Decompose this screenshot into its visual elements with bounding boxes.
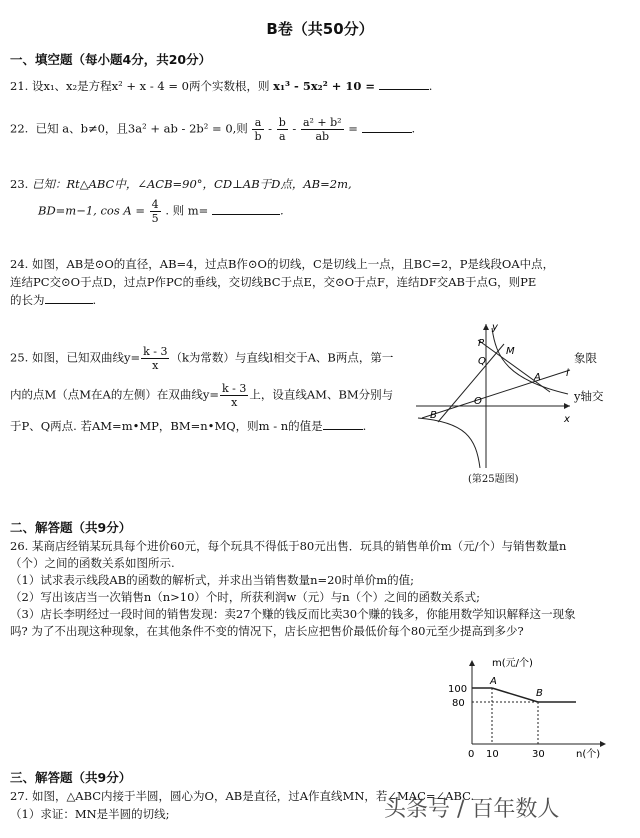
q25-label-b: B [430, 410, 437, 421]
q22-fraction-a-over-b: $\frac{a}{b}$ [254, 116, 262, 143]
page-title: B卷（共50分） [266, 20, 374, 38]
q25-hyperbola-branch-1 [492, 328, 568, 394]
q23-answer-blank [212, 214, 280, 215]
q25-line-2-tail: y轴交 [574, 389, 604, 403]
q25-caption: (第25题图) [468, 474, 519, 485]
q26-tick-10: 10 [486, 749, 499, 760]
q25-line-1-text: 25. 如图，已知双曲线y= [10, 350, 141, 365]
section-heading-1: 一、填空题（每小题4分，共20分） [10, 52, 212, 67]
question-24-line-3 [10, 292, 96, 308]
q25-figure [408, 318, 578, 468]
q25-fraction-1: $\frac{k - 3}{x}$ [143, 345, 168, 372]
q22-fraction-b-over-a: $\frac{b}{a}$ [278, 116, 286, 143]
q25-fraction-2: $\frac{k - 3}{x}$ [222, 382, 247, 409]
q25-label-q: Q [478, 356, 486, 367]
q26-tick-0: 0 [468, 749, 475, 760]
q26-point-a: A [490, 676, 497, 687]
q23-end: . [279, 203, 284, 218]
q22-answer-blank [362, 132, 412, 133]
q26-x-arrow [600, 741, 606, 747]
q24-line-3-text: 的长为 [10, 293, 45, 307]
q25-label-x: x [564, 414, 570, 425]
q21-answer-blank [379, 89, 429, 90]
q21-end: . [428, 79, 433, 93]
question-26-line-2: （个）之间的函数关系如图所示. [10, 556, 175, 570]
q23-fraction-4-5: $\frac{4}{5}$ [151, 198, 159, 225]
section-heading-3: 三、解答题（共9分） [10, 770, 132, 785]
question-24-line-1: 24. 如图，AB是⊙O的直径，AB=4，过点B作⊙O的切线，C是切线上一点，且BC=2，P是线段OA中点， [10, 257, 555, 271]
q22-equals: = [348, 121, 358, 136]
q25-line-1-rest: （k为常数）与直线l相交于A、B两点，第一 [170, 350, 394, 365]
question-26-part-2: （2）写出该店当一次销售n（n>10）个时，所获利润w（元）与n（个）之间的函数关系式; [10, 590, 481, 604]
q26-y-label: m(元/个) [492, 658, 533, 669]
q23-line-1-text: 已知：Rt△ABC中，∠ACB=90°，CD⊥AB于D点，AB=2m, [31, 177, 352, 191]
q21-number: 21. [10, 79, 29, 93]
question-23-line-1 [10, 176, 352, 192]
q25-y-arrow [483, 324, 489, 330]
q25-answer-blank [323, 429, 363, 430]
q25-x-arrow [564, 403, 570, 409]
q25-line-3-text: 于P、Q两点. 若AM=m•MP，BM=n•MQ，则m - n的值是 [10, 419, 323, 433]
q26-y-arrow [469, 660, 475, 666]
q23-number: 23. [10, 177, 29, 191]
q26-tick-30: 30 [532, 749, 545, 760]
q25-hyperbola-branch-2 [418, 418, 480, 468]
q26-graph [446, 656, 626, 760]
question-23-line-2 [38, 198, 284, 225]
q25-line-2-rest: 上，设直线AM、BM分别与 [249, 387, 394, 402]
question-25-line-2 [10, 382, 393, 409]
q25-label-m: M [506, 346, 515, 357]
section-heading-2: 二、解答题（共9分） [10, 520, 132, 535]
q26-x-label: n(个) [576, 749, 601, 760]
question-27-part-1: （1）求证：MN是半圆的切线; [10, 807, 170, 821]
q26-tick-100: 100 [448, 684, 468, 695]
q21-expression: x₁³ - 5x₂² + 10 = [273, 79, 376, 93]
q25-line-1-tail: 象限 [574, 351, 597, 365]
q21-text: 设x₁、x₂是方程x² + x - 4 = 0两个实数根，则 [31, 79, 270, 93]
q22-end: . [411, 121, 416, 136]
q26-tick-80: 80 [452, 698, 465, 709]
q25-label-l: l [566, 368, 569, 379]
q22-text: 已知 a、b≠0，且3a² + ab - 2b² = 0,则 [35, 121, 248, 136]
q25-line-bm [438, 344, 504, 422]
question-26-part-3: （3）店长李明经过一段时间的销售发现：卖27个赚的钱反而比卖30个赚的钱多，你能用数学知识解释这一现象 [10, 607, 576, 621]
q25-label-a: A [534, 372, 541, 383]
question-26-line-1: 26. 某商店经销某玩具每个进价60元，每个玩具不得低于80元出售．玩具的销售单价m（元/个）与销售数量n [10, 539, 567, 553]
q25-line-l [422, 370, 570, 418]
q22-minus-1: - [268, 121, 273, 136]
q23-line-2-text: BD=m−1, cos A = [38, 203, 145, 218]
q23-m-label: . 则 m= [165, 203, 209, 218]
question-21 [10, 78, 432, 94]
q22-number: 22. [10, 121, 29, 136]
q24-end: . [92, 293, 97, 307]
question-22 [10, 116, 415, 143]
q25-label-y: y [492, 322, 498, 333]
question-26-part-1: （1）试求表示线段AB的函数的解析式，并求出当销售数量n=20时单价m的值; [10, 573, 415, 587]
watermark-text: 头条号 / 百年数人 [384, 797, 560, 822]
question-26-part-3-cont: 吗? 为了不出现这种现象，在其他条件不变的情况下，店长应把售价最低价每个80元至少提高到多少? [10, 624, 524, 638]
q25-label-o: O [474, 396, 482, 407]
q26-segment-ab [492, 688, 538, 702]
question-27-line-1: 27. 如图，△ABC内接于半圆，圆心为O，AB是直径，过A作直线MN，若∠MAC=∠ABC. [10, 789, 475, 803]
question-25-line-3 [10, 418, 366, 434]
q22-fraction-sum-over-ab: $\frac{\text{a² + b²}}{ab}$ [302, 116, 342, 143]
q26-point-b: B [536, 688, 543, 699]
q25-label-p: P [478, 338, 485, 349]
q25-line-2-text: 内的点M（点M在A的左侧）在双曲线y= [10, 387, 219, 402]
question-25-line-1 [10, 345, 393, 372]
q25-end: . [362, 419, 367, 433]
question-24-line-2: 连结PC交⊙O于点D，过点P作PC的垂线，交切线BC于点E，交⊙O于点F，连结DF交AB于点G，则PE [10, 275, 537, 289]
q22-minus-2: - [292, 121, 297, 136]
q24-answer-blank [45, 303, 93, 304]
